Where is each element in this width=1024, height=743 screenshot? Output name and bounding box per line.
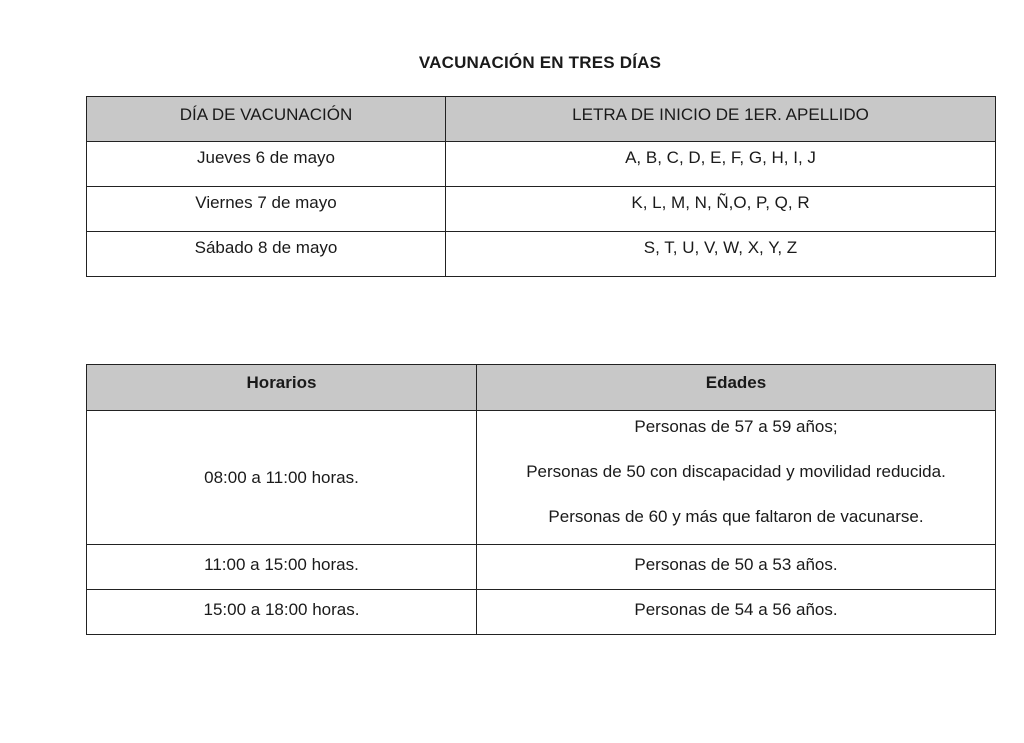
table-row bbox=[87, 142, 996, 187]
time-cell: 11:00 a 15:00 horas. bbox=[87, 545, 477, 590]
age-line: Personas de 60 y más que faltaron de vacunarse. bbox=[548, 507, 924, 526]
letters-cell: A, B, C, D, E, F, G, H, I, J bbox=[446, 142, 996, 187]
ages-cell: Personas de 50 a 53 años. bbox=[477, 545, 996, 590]
day-cell: Viernes 7 de mayo bbox=[87, 187, 446, 232]
table-row bbox=[87, 411, 996, 545]
letters-cell: S, T, U, V, W, X, Y, Z bbox=[446, 232, 996, 277]
document-title: VACUNACIÓN EN TRES DÍAS bbox=[418, 53, 662, 72]
ages-cell: Personas de 54 a 56 años. bbox=[477, 590, 996, 635]
header-ages: Edades bbox=[477, 365, 996, 411]
table-header-row bbox=[87, 97, 996, 142]
table-row bbox=[87, 545, 996, 590]
day-cell: Jueves 6 de mayo bbox=[87, 142, 446, 187]
ages-cell bbox=[477, 411, 996, 545]
table-header-row bbox=[87, 365, 996, 411]
day-cell: Sábado 8 de mayo bbox=[87, 232, 446, 277]
header-vaccination-day: DÍA DE VACUNACIÓN bbox=[87, 97, 446, 142]
schedule-by-age-table bbox=[86, 364, 996, 635]
table-row bbox=[87, 590, 996, 635]
time-cell: 08:00 a 11:00 horas. bbox=[87, 411, 477, 545]
header-surname-letter: LETRA DE INICIO DE 1ER. APELLIDO bbox=[446, 97, 996, 142]
table-row bbox=[87, 187, 996, 232]
header-hours: Horarios bbox=[87, 365, 477, 411]
age-line: Personas de 57 a 59 años; bbox=[634, 417, 838, 436]
age-line: Personas de 50 con discapacidad y movilidad reducida. bbox=[526, 462, 946, 481]
letters-cell: K, L, M, N, Ñ,O, P, Q, R bbox=[446, 187, 996, 232]
schedule-by-surname-table bbox=[86, 96, 996, 277]
table-row bbox=[87, 232, 996, 277]
time-cell: 15:00 a 18:00 horas. bbox=[87, 590, 477, 635]
